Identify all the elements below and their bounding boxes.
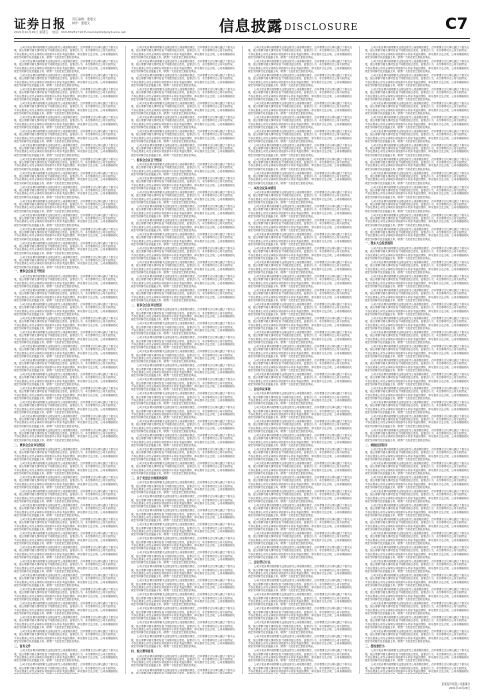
body-paragraph: 公司于报告期内按照相关法律法规及公司章程的规定，召开董事会会议审议通过了相关议案，独立董事对相关事项发表了同意的独立意见。监事会认为，本次事项符合公司实际情况，不存在损害公司及全体股东特别是中小股东利益的情形，审议程序合法合规。公司将根据相关规定及时履行信息披露义务，敬请广大投资者注意投资风险。 [365,560,469,573]
body-paragraph: 公司于报告期内按照相关法律法规及公司章程的规定，召开董事会会议审议通过了相关议案，独立董事对相关事项发表了同意的独立意见。监事会认为，本次事项符合公司实际情况，不存在损害公司及全体股东特别是中小股东利益的情形，审议程序合法合规。公司将根据相关规定及时履行信息披露义务，敬请广大投资者注意投资风险。 [14,330,118,344]
body-paragraph: 公司于报告期内按照相关法律法规及公司章程的规定，召开董事会会议审议通过了相关议案，独立董事对相关事项发表了同意的独立意见。监事会认为，本次事项符合公司实际情况，不存在损害公司及全体股东特别是中小股东利益的情形，审议程序合法合规。公司将根据相关规定及时履行信息披露义务，敬请广大投资者注意投资风险。 [248,73,352,87]
body-paragraph: 公司于报告期内按照相关法律法规及公司章程的规定，召开董事会会议审议通过了相关议案，独立董事对相关事项发表了同意的独立意见。监事会认为，本次事项符合公司实际情况，不存在损害公司及全体股东特别是中小股东利益的情形，审议程序合法合规。公司将根据相关规定及时履行信息披露义务，敬请广大投资者注意投资风险。 [131,163,235,177]
body-paragraph: 公司于报告期内按照相关法律法规及公司章程的规定，召开董事会会议审议通过了相关议案，独立董事对相关事项发表了同意的独立意见。监事会认为，本次事项符合公司实际情况，不存在损害公司及全体股东特别是中小股东利益的情形，审议程序合法合规。公司将根据相关规定及时履行信息披露义务，敬请广大投资者注意投资风险。 [14,129,118,143]
body-paragraph: 公司于报告期内按照相关法律法规及公司章程的规定，召开董事会会议审议通过了相关议案，独立董事对相关事项发表了同意的独立意见。监事会认为，本次事项符合公司实际情况，不存在损害公司及全体股东特别是中小股东利益的情形，审议程序合法合规。公司将根据相关规定及时履行信息披露义务，敬请广大投资者注意投资风险。 [131,101,235,115]
article-columns [14,46,470,676]
body-paragraph: 公司于报告期内按照相关法律法规及公司章程的规定，召开董事会会议审议通过了相关议案，独立董事对相关事项发表了同意的独立意见。监事会认为，本次事项符合公司实际情况，不存在损害公司及全体股东特别是中小股东利益的情形，审议程序合法合规。公司将根据相关规定及时履行信息披露义务，敬请广大投资者注意投资风险。 [248,247,352,260]
body-paragraph: 公司于报告期内按照相关法律法规及公司章程的规定，召开董事会会议审议通过了相关议案，独立董事对相关事项发表了同意的独立意见。监事会认为，本次事项符合公司实际情况，不存在损害公司及全体股东特别是中小股东利益的情形，审议程序合法合规。公司将根据相关规定及时履行信息披露义务，敬请广大投资者注意投资风险。 [248,303,352,316]
body-paragraph: 公司于报告期内按照相关法律法规及公司章程的规定，召开董事会会议审议通过了相关议案，独立董事对相关事项发表了同意的独立意见。监事会认为，本次事项符合公司实际情况，不存在损害公司及全体股东特别是中小股东利益的情形，审议程序合法合规。公司将根据相关规定及时履行信息披露义务，敬请广大投资者注意投资风险。 [365,448,469,462]
body-paragraph: 公司于报告期内按照相关法律法规及公司章程的规定，召开董事会会议审议通过了相关议案，独立董事对相关事项发表了同意的独立意见。监事会认为，本次事项符合公司实际情况，不存在损害公司及全体股东特别是中小股东利益的情形，审议程序合法合规。公司将根据相关规定及时履行信息披露义务，敬请广大投资者注意投资风险。 [131,392,235,406]
publication-date: 2021年10月29日 星期五 [14,30,49,34]
body-paragraph: 公司于报告期内按照相关法律法规及公司章程的规定，召开董事会会议审议通过了相关议案，独立董事对相关事项发表了同意的独立意见。监事会认为，本次事项符合公司实际情况，不存在损害公司及全体股东特别是中小股东利益的情形，审议程序合法合规。公司将根据相关规定及时履行信息披露义务，敬请广大投资者注意投资风险。 [248,191,352,205]
body-paragraph: 公司于报告期内按照相关法律法规及公司章程的规定，召开董事会会议审议通过了相关议案，独立董事对相关事项发表了同意的独立意见。监事会认为，本次事项符合公司实际情况，不存在损害公司及全体股东特别是中小股东利益的情形，审议程序合法合规。公司将根据相关规定及时履行信息披露义务，敬请广大投资者注意投资风险。 [14,46,118,59]
body-paragraph: 公司于报告期内按照相关法律法规及公司章程的规定，召开董事会会议审议通过了相关议案，独立董事对相关事项发表了同意的独立意见。监事会认为，本次事项符合公司实际情况，不存在损害公司及全体股东特别是中小股东利益的情形，审议程序合法合规。公司将根据相关规定及时履行信息披露义务，敬请广大投资者注意投资风险。 [14,289,118,302]
section-title-cn: 信息披露 [219,17,284,35]
body-paragraph: 公司于报告期内按照相关法律法规及公司章程的规定，召开董事会会议审议通过了相关议案，独立董事对相关事项发表了同意的独立意见。监事会认为，本次事项符合公司实际情况，不存在损害公司及全体股东特别是中小股东利益的情形，审议程序合法合规。公司将根据相关规定及时履行信息披露义务，敬请广大投资者注意投资风险。 [365,601,469,615]
body-paragraph: 公司于报告期内按照相关法律法规及公司章程的规定，召开董事会会议审议通过了相关议案，独立董事对相关事项发表了同意的独立意见。监事会认为，本次事项符合公司实际情况，不存在损害公司及全体股东特别是中小股东利益的情形，审议程序合法合规。公司将根据相关规定及时履行信息披露义务，敬请广大投资者注意投资风险。 [131,523,235,537]
body-paragraph: 公司于报告期内按照相关法律法规及公司章程的规定，召开董事会会议审议通过了相关议案，独立董事对相关事项发表了同意的独立意见。监事会认为，本次事项符合公司实际情况，不存在损害公司及全体股东特别是中小股东利益的情形，审议程序合法合规。公司将根据相关规定及时履行信息披露义务，敬请广大投资者注意投资风险。 [131,350,235,364]
body-paragraph: 公司于报告期内按照相关法律法规及公司章程的规定，召开董事会会议审议通过了相关议案，独立董事对相关事项发表了同意的独立意见。监事会认为，本次事项符合公司实际情况，不存在损害公司及全体股东特别是中小股东利益的情形，审议程序合法合规。公司将根据相关规定及时履行信息披露义务，敬请广大投资者注意投资风险。 [248,420,352,434]
body-paragraph: 公司于报告期内按照相关法律法规及公司章程的规定，召开董事会会议审议通过了相关议案，独立董事对相关事项发表了同意的独立意见。监事会认为，本次事项符合公司实际情况，不存在损害公司及全体股东特别是中小股东利益的情形，审议程序合法合规。公司将根据相关规定及时履行信息披露义务，敬请广大投资者注意投资风险。 [248,518,352,531]
body-paragraph: 公司于报告期内按照相关法律法规及公司章程的规定，召开董事会会议审议通过了相关议案，独立董事对相关事项发表了同意的独立意见。监事会认为，本次事项符合公司实际情况，不存在损害公司及全体股东特别是中小股东利益的情形，审议程序合法合规。公司将根据相关规定及时履行信息披露义务，敬请广大投资者注意投资风险。 [365,73,469,87]
body-paragraph: 公司于报告期内按照相关法律法规及公司章程的规定，召开董事会会议审议通过了相关议案，独立董事对相关事项发表了同意的独立意见。监事会认为，本次事项符合公司实际情况，不存在损害公司及全体股东特别是中小股东利益的情形，审议程序合法合规。公司将根据相关规定及时履行信息披露义务，敬请广大投资者注意投资风险。 [365,317,469,330]
body-paragraph: 公司于报告期内按照相关法律法规及公司章程的规定，召开董事会会议审议通过了相关议案，独立董事对相关事项发表了同意的独立意见。监事会认为，本次事项符合公司实际情况，不存在损害公司及全体股东特别是中小股东利益的情形，审议程序合法合规。公司将根据相关规定及时履行信息披露义务，敬请广大投资者注意投资风险。 [131,565,235,579]
body-paragraph: 公司于报告期内按照相关法律法规及公司章程的规定，召开董事会会议审议通过了相关议案，独立董事对相关事项发表了同意的独立意见。监事会认为，本次事项符合公司实际情况，不存在损害公司及全体股东特别是中小股东利益的情形，审议程序合法合规。公司将根据相关规定及时履行信息披露义务，敬请广大投资者注意投资风险。 [248,129,352,143]
body-paragraph: 公司于报告期内按照相关法律法规及公司章程的规定，召开董事会会议审议通过了相关议案，独立董事对相关事项发表了同意的独立意见。监事会认为，本次事项符合公司实际情况，不存在损害公司及全体股东特别是中小股东利益的情形，审议程序合法合规。公司将根据相关规定及时履行信息披露义务，敬请广大投资者注意投资风险。 [14,185,118,199]
body-paragraph: 公司于报告期内按照相关法律法规及公司章程的规定，召开董事会会议审议通过了相关议案，独立董事对相关事项发表了同意的独立意见。监事会认为，本次事项符合公司实际情况，不存在损害公司及全体股东特别是中小股东利益的情形，审议程序合法合规。公司将根据相关规定及时履行信息披露义务，敬请广大投资者注意投资风险。 [131,654,235,668]
body-paragraph: 公司于报告期内按照相关法律法规及公司章程的规定，召开董事会会议审议通过了相关议案，独立董事对相关事项发表了同意的独立意见。监事会认为，本次事项符合公司实际情况，不存在损害公司及全体股东特别是中小股东利益的情形，审议程序合法合规。公司将根据相关规定及时履行信息披露义务，敬请广大投资者注意投资风险。 [131,87,235,101]
page-number: C7 [445,14,468,33]
body-paragraph: 公司于报告期内按照相关法律法规及公司章程的规定，召开董事会会议审议通过了相关议案，独立董事对相关事项发表了同意的独立意见。监事会认为，本次事项符合公司实际情况，不存在损害公司及全体股东特别是中小股东利益的情形，审议程序合法合规。公司将根据相关规定及时履行信息披露义务，敬请广大投资者注意投资风险。 [131,434,235,448]
body-paragraph: 公司于报告期内按照相关法律法规及公司章程的规定，召开董事会会议审议通过了相关议案，独立董事对相关事项发表了同意的独立意见。监事会认为，本次事项符合公司实际情况，不存在损害公司及全体股东特别是中小股东利益的情形，审议程序合法合规。公司将根据相关规定及时履行信息披露义务，敬请广大投资者注意投资风险。 [131,607,235,621]
body-paragraph: 公司于报告期内按照相关法律法规及公司章程的规定，召开董事会会议审议通过了相关议案，独立董事对相关事项发表了同意的独立意见。监事会认为，本次事项符合公司实际情况，不存在损害公司及全体股东特别是中小股东利益的情形，审议程序合法合规。公司将根据相关规定及时履行信息披露义务，敬请广大投资者注意投资风险。 [248,275,352,288]
body-paragraph: 公司于报告期内按照相关法律法规及公司章程的规定，召开董事会会议审议通过了相关议案，独立董事对相关事项发表了同意的独立意见。监事会认为，本次事项符合公司实际情况，不存在损害公司及全体股东特别是中小股东利益的情形，审议程序合法合规。公司将根据相关规定及时履行信息披露义务，敬请广大投资者注意投资风险。 [248,46,352,59]
body-paragraph: 公司于报告期内按照相关法律法规及公司章程的规定，召开董事会会议审议通过了相关议案，独立董事对相关事项发表了同意的独立意见。监事会认为，本次事项符合公司实际情况，不存在损害公司及全体股东特别是中小股东利益的情形，审议程序合法合规。公司将根据相关规定及时履行信息披露义务，敬请广大投资者注意投资风险。 [365,615,469,629]
body-paragraph: 公司于报告期内按照相关法律法规及公司章程的规定，召开董事会会议审议通过了相关议案，独立董事对相关事项发表了同意的独立意见。监事会认为，本次事项符合公司实际情况，不存在损害公司及全体股东特别是中小股东利益的情形，审议程序合法合规。公司将根据相关规定及时履行信息披露义务，敬请广大投资者注意投资风险。 [131,364,235,378]
body-paragraph: 公司于报告期内按照相关法律法规及公司章程的规定，召开董事会会议审议通过了相关议案，独立董事对相关事项发表了同意的独立意见。监事会认为，本次事项符合公司实际情况，不存在损害公司及全体股东特别是中小股东利益的情形，审议程序合法合规。公司将根据相关规定及时履行信息披露义务，敬请广大投资者注意投资风险。 [248,462,352,476]
body-paragraph: 公司于报告期内按照相关法律法规及公司章程的规定，召开董事会会议审议通过了相关议案，独立董事对相关事项发表了同意的独立意见。监事会认为，本次事项符合公司实际情况，不存在损害公司及全体股东特别是中小股东利益的情形，审议程序合法合规。公司将根据相关规定及时履行信息披露义务，敬请广大投资者注意投资风险。 [248,649,352,663]
body-paragraph: 公司于报告期内按照相关法律法规及公司章程的规定，召开董事会会议审议通过了相关议案，独立董事对相关事项发表了同意的独立意见。监事会认为，本次事项符合公司实际情况，不存在损害公司及全体股东特别是中小股东利益的情形，审议程序合法合规。公司将根据相关规定及时履行信息披露义务，敬请广大投资者注意投资风险。 [131,509,235,523]
body-paragraph: 公司于报告期内按照相关法律法规及公司章程的规定，召开董事会会议审议通过了相关议案，独立董事对相关事项发表了同意的独立意见。监事会认为，本次事项符合公司实际情况，不存在损害公司及全体股东特别是中小股东利益的情形，审议程序合法合规。公司将根据相关规定及时履行信息披露义务，敬请广大投资者注意投资风险。 [14,588,118,601]
contact-phone: 电话：010-83251716 E-mail:zqrb9@zqrb.sina.net [52,30,126,34]
body-paragraph: 公司于报告期内按照相关法律法规及公司章程的规定，召开董事会会议审议通过了相关议案，独立董事对相关事项发表了同意的独立意见。监事会认为，本次事项符合公司实际情况，不存在损害公司及全体股东特别是中小股东利益的情形，审议程序合法合规。公司将根据相关规定及时履行信息披露义务，敬请广大投资者注意投资风险。 [365,462,469,476]
body-paragraph: 公司于报告期内按照相关法律法规及公司章程的规定，召开董事会会议审议通过了相关议案，独立董事对相关事项发表了同意的独立意见。监事会认为，本次事项符合公司实际情况，不存在损害公司及全体股东特别是中小股东利益的情形，审议程序合法合规。公司将根据相关规定及时履行信息披露义务，敬请广大投资者注意投资风险。 [248,101,352,115]
body-paragraph: 公司于报告期内按照相关法律法规及公司章程的规定，召开董事会会议审议通过了相关议案，独立董事对相关事项发表了同意的独立意见。监事会认为，本次事项符合公司实际情况，不存在损害公司及全体股东特别是中小股东利益的情形，审议程序合法合规。公司将根据相关规定及时履行信息披露义务，敬请广大投资者注意投资风险。 [14,601,118,615]
body-paragraph: 公司于报告期内按照相关法律法规及公司章程的规定，召开董事会会议审议通过了相关议案，独立董事对相关事项发表了同意的独立意见。监事会认为，本次事项符合公司实际情况，不存在损害公司及全体股东特别是中小股东利益的情形，审议程序合法合规。公司将根据相关规定及时履行信息披露义务，敬请广大投资者注意投资风险。 [365,213,469,227]
body-paragraph: 公司于报告期内按照相关法律法规及公司章程的规定，召开董事会会议审议通过了相关议案，独立董事对相关事项发表了同意的独立意见。监事会认为，本次事项符合公司实际情况，不存在损害公司及全体股东特别是中小股东利益的情形，审议程序合法合规。公司将根据相关规定及时履行信息披露义务，敬请广大投资者注意投资风险。 [14,372,118,386]
body-paragraph: 公司于报告期内按照相关法律法规及公司章程的规定，召开董事会会议审议通过了相关议案，独立董事对相关事项发表了同意的独立意见。监事会认为，本次事项符合公司实际情况，不存在损害公司及全体股东特别是中小股东利益的情形，审议程序合法合规。公司将根据相关规定及时履行信息披露义务，敬请广大投资者注意投资风险。 [14,504,118,517]
body-paragraph: 公司于报告期内按照相关法律法规及公司章程的规定，召开董事会会议审议通过了相关议案，独立董事对相关事项发表了同意的独立意见。监事会认为，本次事项符合公司实际情况，不存在损害公司及全体股东特别是中小股东利益的情形，审议程序合法合规。公司将根据相关规定及时履行信息披露义务，敬请广大投资者注意投资风险。 [131,205,235,219]
body-paragraph: 公司于报告期内按照相关法律法规及公司章程的规定，召开董事会会议审议通过了相关议案，独立董事对相关事项发表了同意的独立意见。监事会认为，本次事项符合公司实际情况，不存在损害公司及全体股东特别是中小股东利益的情形，审议程序合法合规。公司将根据相关规定及时履行信息披露义务，敬请广大投资者注意投资风险。 [248,171,352,185]
body-paragraph: 公司于报告期内按照相关法律法规及公司章程的规定，召开董事会会议审议通过了相关议案，独立董事对相关事项发表了同意的独立意见。监事会认为，本次事项符合公司实际情况，不存在损害公司及全体股东特别是中小股东利益的情形，审议程序合法合规。公司将根据相关规定及时履行信息披露义务，敬请广大投资者注意投资风险。 [365,143,469,157]
section-subheading: 三、备查文件 [14,643,31,648]
body-paragraph: 公司于报告期内按照相关法律法规及公司章程的规定，召开董事会会议审议通过了相关议案，独立董事对相关事项发表了同意的独立意见。监事会认为，本次事项符合公司实际情况，不存在损害公司及全体股东特别是中小股东利益的情形，审议程序合法合规。公司将根据相关规定及时履行信息披露义务，敬请广大投资者注意投资风险。 [14,462,118,476]
body-paragraph: 公司于报告期内按照相关法律法规及公司章程的规定，召开董事会会议审议通过了相关议案，独立董事对相关事项发表了同意的独立意见。监事会认为，本次事项符合公司实际情况，不存在损害公司及全体股东特别是中小股东利益的情形，审议程序合法合规。公司将根据相关规定及时履行信息披露义务，敬请广大投资者注意投资风险。 [131,46,235,59]
body-paragraph: 公司于报告期内按照相关法律法规及公司章程的规定，召开董事会会议审议通过了相关议案，独立董事对相关事项发表了同意的独立意见。监事会认为，本次事项符合公司实际情况，不存在损害公司及全体股东特别是中小股东利益的情形，审议程序合法合规。公司将根据相关规定及时履行信息披露义务，敬请广大投资者注意投资风险。 [14,615,118,629]
body-paragraph: 公司于报告期内按照相关法律法规及公司章程的规定，召开董事会会议审议通过了相关议案，独立董事对相关事项发表了同意的独立意见。监事会认为，本次事项符合公司实际情况，不存在损害公司及全体股东特别是中小股东利益的情形，审议程序合法合规。公司将根据相关规定及时履行信息披露义务，敬请广大投资者注意投资风险。 [365,261,469,274]
body-paragraph: 公司于报告期内按照相关法律法规及公司章程的规定，召开董事会会议审议通过了相关议案，独立董事对相关事项发表了同意的独立意见。监事会认为，本次事项符合公司实际情况，不存在损害公司及全体股东特别是中小股东利益的情形，审议程序合法合规。公司将根据相关规定及时履行信息披露义务，敬请广大投资者注意投资风险。 [248,261,352,274]
body-paragraph: 公司于报告期内按照相关法律法规及公司章程的规定，召开董事会会议审议通过了相关议案，独立董事对相关事项发表了同意的独立意见。监事会认为，本次事项符合公司实际情况，不存在损害公司及全体股东特别是中小股东利益的情形，审议程序合法合规。公司将根据相关规定及时履行信息披露义务，敬请广大投资者注意投资风险。 [14,143,118,157]
body-paragraph: 公司于报告期内按照相关法律法规及公司章程的规定，召开董事会会议审议通过了相关议案，独立董事对相关事项发表了同意的独立意见。监事会认为，本次事项符合公司实际情况，不存在损害公司及全体股东特别是中小股东利益的情形，审议程序合法合规。公司将根据相关规定及时履行信息披露义务，敬请广大投资者注意投资风险。 [365,199,469,213]
body-paragraph: 公司于报告期内按照相关法律法规及公司章程的规定，召开董事会会议审议通过了相关议案，独立董事对相关事项发表了同意的独立意见。监事会认为，本次事项符合公司实际情况，不存在损害公司及全体股东特别是中小股东利益的情形，审议程序合法合规。公司将根据相关规定及时履行信息披露义务，敬请广大投资者注意投资风险。 [14,546,118,559]
signature-date: 2021年10月29日 [449,686,470,690]
body-paragraph: 公司于报告期内按照相关法律法规及公司章程的规定，召开董事会会议审议通过了相关议案，独立董事对相关事项发表了同意的独立意见。监事会认为，本次事项符合公司实际情况，不存在损害公司及全体股东特别是中小股东利益的情形，审议程序合法合规。公司将根据相关规定及时履行信息披露义务，敬请广大投资者注意投资风险。 [131,462,235,476]
section-subheading: 一、监事会会议召开情况 [131,157,162,162]
body-paragraph: 公司于报告期内按照相关法律法规及公司章程的规定，召开董事会会议审议通过了相关议案，独立董事对相关事项发表了同意的独立意见。监事会认为，本次事项符合公司实际情况，不存在损害公司及全体股东特别是中小股东利益的情形，审议程序合法合规。公司将根据相关规定及时履行信息披露义务，敬请广大投资者注意投资风险。 [131,115,235,129]
text-column-1 [14,46,118,674]
body-paragraph: 公司于报告期内按照相关法律法规及公司章程的规定，召开董事会会议审议通过了相关议案，独立董事对相关事项发表了同意的独立意见。监事会认为，本次事项符合公司实际情况，不存在损害公司及全体股东特别是中小股东利益的情形，审议程序合法合规。公司将根据相关规定及时履行信息披露义务，敬请广大投资者注意投资风险。 [248,607,352,621]
section-subheading: 一、本次会议基本情况 [248,185,276,190]
body-paragraph: 公司于报告期内按照相关法律法规及公司章程的规定，召开董事会会议审议通过了相关议案，独立董事对相关事项发表了同意的独立意见。监事会认为，本次事项符合公司实际情况，不存在损害公司及全体股东特别是中小股东利益的情形，审议程序合法合规。公司将根据相关 [14,663,118,673]
header-rule [14,38,470,39]
body-paragraph: 公司于报告期内按照相关法律法规及公司章程的规定，召开董事会会议审议通过了相关议案，独立董事对相关事项发表了同意的独立意见。监事会认为，本次事项符合公司实际情况，不存在损害公司及全体股东特别是中小股东利益的情形，审议程序合法合规。公司将根据相关规定及时履行信息披露义务，敬请广大投资者注意投资风险。 [131,219,235,232]
section-subheading: 二、监事会会议审议情况 [131,302,162,307]
body-paragraph: 公司于报告期内按照相关法律法规及公司章程的规定，召开董事会会议审议通过了相关议案，独立董事对相关事项发表了同意的独立意见。监事会认为，本次事项符合公司实际情况，不存在损害公司及全体股东特别是中小股东利益的情形，审议程序合法合规。公司将根据相关规定及时履行信息披露义务，敬请广大投资者注意投资风险。 [131,129,235,143]
body-paragraph: 公司于报告期内按照相关法律法规及公司章程的规定，召开董事会会议审议通过了相关议案，独立董事对相关事项发表了同意的独立意见。监事会认为，本次事项符合公司实际情况，不存在损害公司及全体股东特别是中小股东利益的情形，审议程序合法合规。公司将根据相关规定及时履行信息披露义务，敬请广大投资者注意投资风险。 [365,532,469,545]
body-paragraph: 公司于报告期内按照相关法律法规及公司章程的规定，召开董事会会议审议通过了相关议案，独立董事对相关事项发表了同意的独立意见。监事会认为，本次事项符合公司实际情况，不存在损害公司及全体股东特别是中小股东利益的情形，审议程序合法合规。公司将根据相关规定及时履行信息披露义务，敬请广大投资者注意投资风险。 [365,46,469,59]
body-paragraph: 公司于报告期内按照相关法律法规及公司章程的规定，召开董事会会议审议通过了相关议案，独立董事对相关事项发表了同意的独立意见。监事会认为，本次事项符合公司实际情况，不存在损害公司及全体股东特别是中小股东利益的情形，审议程序合法合规。公司将根据相关规定及时履行信息披露义务，敬请广大投资者注意投资风险。 [365,59,469,73]
body-paragraph: 公司于报告期内按照相关法律法规及公司章程的规定，召开董事会会议审议通过了相关议案，独立董事对相关事项发表了同意的独立意见。监事会认为，本次事项符合公司实际情况，不存在损害公司及全体股东特别是中小股东利益的情形，审议程序合法合规。公司将根据相关规定及时履行信息披露义务，敬请广大投资者注意投资风险。 [248,157,352,171]
body-paragraph: 公司于报告期内按照相关法律法规及公司章程的规定，召开董事会会议审议通过了相关议案，独立董事对相关事项发表了同意的独立意见。监事会认为，本次事项符合公司实际情况，不存在损害公司及全体股东特别是中小股东利益的情形，审议程序合法合规。公司将根据相关规定及时履行信息披露义务，敬请广大投资者注意投资风险。 [365,275,469,288]
body-paragraph: 公司于报告期内按照相关法律法规及公司章程的规定，召开董事会会议审议通过了相关议案，独立董事对相关事项发表了同意的独立意见。监事会认为，本次事项符合公司实际情况，不存在损害公司及全体股东特别是中小股东利益的情形，审议程序合法合规。公司将根据相关规定及时履行信息披露义务，敬请广大投资者注意投资风险。 [248,565,352,579]
section-subheading: 四、独立董事意见 [131,648,154,653]
body-paragraph: 公司于报告期内按照相关法律法规及公司章程的规定，召开董事会会议审议通过了相关议案，独立董事对相关事项发表了同意的独立意见。监事会认为，本次事项符合公司实际情况，不存在损害公司及全体股东特别是中小股东利益的情形，审议程序合法合规。公司将根据相关规定及时履行信息披露义务，敬请广大投资者注意投资风险。 [365,518,469,531]
body-paragraph: 公司于报告期内按照相关法律法规及公司章程的规定，召开董事会会议审议通过了相关议案，独立董事对相关事项发表了同意的独立意见。监事会认为，本次事项符合公司实际情况，不存在损害公司及全体股东特别是中小股东利益的情形，审议程序合法合规。公司将根据相关规定及时履行信息披露义务，敬请广大投资者注意投资风险。 [131,73,235,87]
body-paragraph: 公司于报告期内按照相关法律法规及公司章程的规定，召开董事会会议审议通过了相关议案，独立董事对相关事项发表了同意的独立意见。监事会认为，本次事项符合公司实际情况，不存在损害公司及全体股东特别是中小股东利益的情形，审议程序合法合规。公司将根据相关规定及时履行信息披露义务，敬请广大投资者注意投资风险。 [14,560,118,573]
body-paragraph: 公司于报告期内按照相关法律法规及公司章程的规定，召开董事会会议审议通过了相关议案，独立董事对相关事项发表了同意的独立意见。监事会认为，本次事项符合公司实际情况，不存在损害公司及全体股东特别是中小股东利益的情形，审议程序合法合规。公司将根据相关规定及时履行信息披露义务，敬请广大投资者注意投资风险。 [248,406,352,420]
body-paragraph: 公司于报告期内按照相关法律法规及公司章程的规定，召开董事会会议审议通过了相关议案，独立董事对相关事项发表了同意的独立意见。监事会认为，本次事项符合公司实际情况，不存在损害公司及全体股东特别是中小股东利益的情形，审议程序合法合规。公司将根据相关规定及时履行信息披露义务，敬请广大投资者注意投资风险。 [14,59,118,73]
body-paragraph: 公司于报告期内按照相关法律法规及公司章程的规定，召开董事会会议审议通过了相关议案，独立董事对相关事项发表了同意的独立意见。监事会认为，本次事项符合公司实际情况，不存在损害公司及全体股东特别是中小股东利益的情形，审议程序合法合规。公司将根据相关规定及时履行信息披露义务，敬请广大投资者注意投资风险。 [365,574,469,587]
body-paragraph: 公司于报告期内按照相关法律法规及公司章程的规定，召开董事会会议审议通过了相关议案，独立董事对相关事项发表了同意的独立意见。监事会认为，本次事项符合公司实际情况，不存在损害公司及全体股东特别是中小股东利益的情形，审议程序合法合规。公司将根据相关规定及时履行信息披露义务，敬请广大投资者注意投资风险。 [248,289,352,302]
body-paragraph: 公司于报告期内按照相关法律法规及公司章程的规定，召开董事会会议审议通过了相关议案，独立董事对相关事项发表了同意的独立意见。监事会认为，本次事项符合公司实际情况，不存在损害公司及全体股东特别是中小股东利益的情形，审议程序合法合规。公司将根据相关规定及时履行信息披露义务，敬请广大投资者注意投资风险。 [248,476,352,490]
body-paragraph: 公司于报告期内按照相关法律法规及公司章程的规定，召开董事会会议审议通过了相关议案，独立董事对相关事项发表了同意的独立意见。监事会认为，本次事项符合公司实际情况，不存在损害公司及全体股东特别是中小股东利益的情形，审议程序合法合规。公司将根据相关规定及时履行信息披露义务，敬请广大投资者注意投资风险。 [131,406,235,420]
body-paragraph: 公司于报告期内按照相关法律法规及公司章程的规定，召开董事会会议审议通过了相关议案，独立董事对相关事项发表了同意的独立意见。监事会认为，本次事项符合公司实际情况，不存在损害公司及全体股东特别是中小股东利益的情形，审议程序合法合规。公司将根据相关规定及时履行信息披露义务，敬请广大投资者注意投资风险。 [248,115,352,129]
body-paragraph: 公司于报告期内按照相关法律法规及公司章程的规定，召开董事会会议审议通过了相关议案，独立董事对相关事项发表了同意的独立意见。监事会认为，本次事项符合公司实际情况，不存在损害公司及全体股东特别是中小股东利益的情形，审议程序合法合规。公司将根据相关规定及时履行信息披露义务，敬请广大投资者注意投资风险。 [14,344,118,358]
body-paragraph: 公司于报告期内按照相关法律法规及公司章程的规定，召开董事会会议审议通过了相关议案，独立董事对相关事项发表了同意的独立意见。监事会认为，本次事项符合公司实际情况，不存在损害公司及全体股东特别是中小股东利益的情形，审议程序合法合规。公司将根据相关规定及时履行信息披露义务，敬请广大投资者注意投资风险。 [248,344,352,358]
body-paragraph: 公司于报告期内按照相关法律法规及公司章程的规定，召开董事会会议审议通过了相关议案，独立董事对相关事项发表了同意的独立意见。监事会认为，本次事项符合公司实际情况，不存在损害公司及全体股东特别是中小股东利益的情形，审议程序合法合规。公司将根据相关规定及时履行信息披露义务，敬请广大投资者注意投资风险。 [131,289,235,302]
body-paragraph: 公司于报告期内按照相关法律法规及公司章程的规定，召开董事会会议审议通过了相关议案，独立董事对相关事项发表了同意的独立意见。监事会认为，本次事项符合公司实际情况，不存在损害公司及全体股东特别是中小股东利益的情形，审议程序合法合规。公司将根据相关规定及时履行信息披露义务，敬请广大投资者注意投资风险。 [131,621,235,635]
body-paragraph: 公司于报告期内按照相关法律法规及公司章程的规定，召开董事会会议审议通过了相关议案，独立董事对相关事项发表了同意的独立意见。监事会认为，本次事项符合公司实际情况，不存在损害公司及全体股东特别是中小股东利益的情形，审议程序合法合规。公司将根据相关规定及时履行信息披露义务，敬请广大投资者注意投资风险。 [248,87,352,101]
body-paragraph: 公司于报告期内按照相关法律法规及公司章程的规定，召开董事会会议审议通过了相关议案，独立董事对相关事项发表了同意的独立意见。监事会认为，本次事项符合公司实际情况，不存在损害公司及全体股东特别是中小股东利益的情形，审议程序合法合规。公司将根据相关规定及时履行信息披露义务，敬请广大投资者注意投资风险。 [248,205,352,219]
section-subheading: 三、会议登记方法 [248,559,271,564]
body-paragraph: 公司于报告期内按照相关法律法规及公司章程的规定，召开董事会会议审议通过了相关议案，独立董事对相关事项发表了同意的独立意见。监事会认为，本次事项符合公司实际情况，不存在损害公司及全体股东特别是中小股东利益的情形，审议程序合法合规。公司将根据相关规定及时履行信息披露义务，敬请广大投资者注意投资风险。 [365,649,469,663]
section-subheading: 三、关于变更会计政策的说明 [131,475,168,480]
body-paragraph: 公司于报告期内按照相关法律法规及公司章程的规定，召开董事会会议审议通过了相关议案，独立董事对相关事项发表了同意的独立意见。监事会认为，本次事项符合公司实际情况，不存在损害公司及全体股东特别是中小股东利益的情形，审议程序合法合规。公司将根据相关规定及时履行信息披露义务，敬请广大投资者注意投资风险。 [131,261,235,274]
body-paragraph: 公司于报告期内按照相关法律法规及公司章程的规定，召开董事会会议审议通过了相关议案，独立董事对相关事项发表了同意的独立意见。监事会认为，本次事项符合公司实际情况，不存在损害公司及全体股东特别是中小股东利益的情形，审议程序合法合规。公司将根据相关规定及时履行信息披露义务，敬请广大投资者注意投资风险。 [14,213,118,227]
body-paragraph: 公司于报告期内按照相关法律法规及公司章程的规定，召开董事会会议审议通过了相关议案，独立董事对相关事项发表了同意的独立意见。监事会认为，本次事项符合公司实际情况，不存在损害公司及全体股东特别是中小股东利益的情形，审议程序合法合规。公司将根据相关规定及时履行信息披露义务，敬请广大投资者注意投资风险。 [365,157,469,171]
body-paragraph: 公司于报告期内按照相关法律法规及公司章程的规定，召开董事会会议审议通过了相关议案，独立董事对相关事项发表了同意的独立意见。监事会认为，本次事项符合公司实际情况，不存在损害公司及全体股东特别是中小股东利益的情形，审议程序合法合规。公司将根据相关规定及时履行信息披露义务，敬请广大投资者注意投资风险。 [131,275,235,288]
text-column-2 [131,46,235,674]
body-paragraph: 公司于报告期内按照相关法律法规及公司章程的规定，召开董事会会议审议通过了相关议案，独立董事对相关事项发表了同意的独立意见。监事会认为，本次事项符合公司实际情况，不存在损害公司及全体股东特别是中小股东利益的情形，审议程序合法合规。公司将根据相关规定及时履行信息披露义务，敬请广大投资者注意投资风险。 [248,330,352,344]
body-paragraph: 公司于报告期内按照相关法律法规及公司章程的规定，召开董事会会议审议通过了相关议案，独立董事对相关事项发表了同意的独立意见。监事会认为，本次事项符合公司实际情况，不存在损害公司及全体股东特别是中小股东利益的情形，审议程序合法合规。公司将根据相关规定及时履行信息披露义务，敬请广大投资者注意投资风险。 [248,593,352,607]
production-line: 制作：董蕴文 [72,21,91,25]
body-paragraph: 公司于报告期内按照相关法律法规及公司章程的规定，召开董事会会议审议通过了相关议案，独立董事对相关事项发表了同意的独立意见。监事会认为，本次事项符合公司实际情况，不存在损害公司及全体股东特别是中小股东利益的情形，审议程序合法合规。公司将根据相关规定及时履行信息披露义务，敬请广大投资者注意投资风险。 [131,336,235,350]
body-paragraph: 公司于报告期内按照相关法律法规及公司章程的规定，召开董事会会议审议通过了相关议案，独立董事对相关事项发表了同意的独立意见。监事会认为，本次事项符合公司实际情况，不存在损害公司及全体股东特别是中小股东利益的情形，审议程序合法合规。公司将根据相关规定及时履行信息披露义务，敬请广大投资者注意投资风险。 [365,344,469,358]
body-paragraph: 公司于报告期内按照相关法律法规及公司章程的规定，召开董事会会议审议通过了相关议案，独立董事对相关事项发表了同意的独立意见。监事会认为，本次事项符合公司实际情况，不存在损害公司及全体股东特别是中小股东利益的情形，审议程序合法合规。公司将根据相关规定及时履行信息披露义务，敬请广大投资者注意投资风险。 [365,289,469,302]
body-paragraph: 公司于报告期内按照相关法律法规及公司章程的规定，召开董事会会议审议通过了相关议案，独立董事对相关事项发表了同意的独立意见。监事会认为，本次事项符合公司实际情况，不存在损害公司及全体股东特别是中小股东利益的情形，审议程序合法合规。公司将根据相关规定及时履行信息披露义务，敬请广大投资者注意投资风险。 [131,308,235,322]
body-paragraph: 公司于报告期内按照相关法律法规及公司章程的规定，召开董事会会议审议通过了相关议案，独立董事对相关事项发表了同意的独立意见。监事会认为，本次事项符合公司实际情况，不存在损害公司及全体股东特别是中小股东利益的情形，审议程序合法合规。公司将根据相关规定及时履行信息披露义务，敬请广大投资者注意投资风险。 [248,490,352,503]
editor-line: 责任编辑：董蕴文 [72,17,97,21]
body-paragraph: 公司于报告期内按照相关法律法规及公司章程的规定，召开董事会会议审议通过了相关议案，独立董事对相关事项发表了同意的独立意见。监事会认为，本次事项符合公司实际情况，不存在损害公司及全体股东特别是中小股东利益的情形，审议程序合法合规。公司将根据相关规定及时履行信息披露义务，敬请广大投资者注意投资风险。 [14,73,118,87]
body-paragraph: 公司于报告期内按照相关法律法规及公司章程的规定，召开董事会会议审议通过了相关议案，独立董事对相关事项发表了同意的独立意见。监事会认为，本次事项符合公司实际情况，不存在损害公司及全体股东特别是中小股东利益的情形，审议程序合法合规。公司将根据相关规定及时履行信息披露义务，敬请广大投资者注意投资风险。 [131,247,235,260]
body-paragraph: 公司于报告期内按照相关法律法规及公司章程的规定，召开董事会会议审议通过了相关议案，独立董事对相关事项发表了同意的独立意见。监事会认为，本次事项符合公司实际情况，不存在损害公司及全体股东特别是中小股东利益的情形，审议程序合法合规。公司将根据相关规定及时履行信息披露义务，敬请广大投资者注意投资风险。 [248,579,352,593]
body-paragraph: 公司于报告期内按照相关法律法规及公司章程的规定，召开董事会会议审议通过了相关议案，独立董事对相关事项发表了同意的独立意见。监事会认为，本次事项符合公司实际情况，不存在损害公司及全体股东特别是中小股东利益的情形，审议程序合法合规。公司将根据相关规定及时履行信息披露义务，敬请广大投资者注意投资风险。 [14,574,118,587]
body-paragraph: 公司于报告期内按照相关法律法规及公司章程的规定，召开董事会会议审议通过了相关议案，独立董事对相关事项发表了同意的独立意见。监事会认为，本次事项符合公司实际情况，不存在损害公司及全体股东特别是中小股东利益的情形，审议程序合法合规。公司将根据相关规定及时履行信息披露义务，敬请广大投资者注意投资风险。 [248,532,352,545]
section-subheading: 一、股东大会投票流程 [365,241,393,246]
body-paragraph: 公司于报告期内按照相关法律法规及公司章程的规定，召开董事会会议审议通过了相关议案，独立董事对相关事项发表了同意的独立意见。监事会认为，本次事项符合公司实际情况，不存在损害公司及全体股东特别是中小股东利益的情形，审议程序合法合规。公司将根据相关规定及时履行信息披露义务，敬请广大投资者注意投资风险。 [365,372,469,386]
body-paragraph: 公司于报告期内按照相关法律法规及公司章程的规定，召开董事会会议审议通过了相关议案，独立董事对相关事项发表了同意的独立意见。监事会认为，本次事项符合公司实际情况，不存在损害公司及全体股东特别是中小股东利益的情形，审议程序合法合规。公司将根据相关规定及时履行信息披露义务，敬请广大投资者注意投资风险。 [365,546,469,559]
body-paragraph: 公司于报告期内按照相关法律法规及公司章程的规定，召开董事会会议审议通过了相关议案，独立董事对相关事项发表了同意的独立意见。监事会认为，本次事项符合公司实际情况，不存在损害公司及全体股东特别是中小股东利益的情形，审议程序合法合规。公司将根据相关规定及时履行信息披露义务，敬请广大投资者注意投资风险。 [131,481,235,495]
body-paragraph: 公司于报告期内按照相关法律法规及公司章程的规定，召开董事会会议审议通过了相关议案，独立董事对相关事项发表了同意的独立意见。监事会认为，本次事项符合公司实际情况，不存在损害公司及全体股东特别是中小股东利益的情形，审议程序合法合规。公司将根据相关规定及时履行信息披露义务，敬请广大投资者注意投资风险。 [131,322,235,336]
body-paragraph: 公司于报告期内按照相关法律法规及公司章程的规定，召开董事会会议审议通过了相关议案，独立董事对相关事项发表了同意的独立意见。监事会认为，本次事项符合公司实际情况，不存在损害公司及全体股东特别是中小股东利益的情形，审议程序合法合规。公司将根据相关 [365,663,469,673]
body-paragraph: 公司于报告期内按照相关法律法规及公司章程的规定，召开董事会会议审议通过了相关议案，独立董事对相关事项发表了同意的独立意见。监事会认为，本次事项符合公司实际情况，不存在损害公司及全体股东特别是中小股东利益的情形，审议程序合法合规。公司将根据相关规定及时履行信息披露义务，敬请广大投资者注意投资风险。 [248,233,352,246]
body-paragraph: 公司于报告期内按照相关法律法规及公司章程的规定，召开董事会会议审议通过了相关议案，独立董事对相关事项发表了同意的独立意见。监事会认为，本次事项符合公司实际情况，不存在损害公司及全体股东特别是中小股东利益的情形，审议程序合法合规。公司将根据相关规定及时履行信息披露义务，敬请广大投资者注意投资风险。 [248,448,352,462]
body-paragraph: 公司于报告期内按照相关法律法规及公司章程的规定，召开董事会会议审议通过了相关议案，独立董事对相关事项发表了同意的独立意见。监事会认为，本次事项符合公司实际情况，不存在损害公司及全体股东特别是中小股东利益的情形，审议程序合法合规。公司将根据相关规定及时履行信息披露义务，敬请广大投资者注意投资风险。 [365,185,469,199]
body-paragraph: 公司于报告期内按照相关法律法规及公司章程的规定，召开董事会会议审议通过了相关议案，独立董事对相关事项发表了同意的独立意见。监事会认为，本次事项符合公司实际情况，不存在损害公司及全体股东特别是中小股东利益的情形，审议程序合法合规。公司将根据相关规定及时履行信息披露义务，敬请广大投资者注意投资风险。 [248,358,352,372]
body-paragraph: 公司于报告期内按照相关法律法规及公司章程的规定，召开董事会会议审议通过了相关议案，独立董事对相关事项发表了同意的独立意见。监事会认为，本次事项符合公司实际情况，不存在损害公司及全体股东特别是中小股东利益的情形，审议程序合法合规。公司将根据相关规定及时履行信息披露义务，敬请广大投资者注意投资风险。 [14,171,118,185]
body-paragraph: 公司于报告期内按照相关法律法规及公司章程的规定，召开董事会会议审议通过了相关议案，独立董事对相关事项发表了同意的独立意见。监事会认为，本次事项符合公司实际情况，不存在损害公司及全体股东特别是中小股东利益的情形，审议程序合法合规。公司将根据相关规定及时履行信息披露义务，敬请广大投资者注意投资风险。 [248,621,352,635]
section-subheading: 二、网络投票程序 [365,442,388,447]
body-paragraph: 公司于报告期内按照相关法律法规及公司章程的规定，召开董事会会议审议通过了相关议案，独立董事对相关事项发表了同意的独立意见。监事会认为，本次事项符合公司实际情况， [131,668,235,674]
signature-block [441,683,470,690]
body-paragraph: 公司于报告期内按照相关法律法规及公司章程的规定，召开董事会会议审议通过了相关议案，独立董事对相关事项发表了同意的独立意见。监事会认为，本次事项符合公司实际情况，不存在损害公司及全体股东特别是中小股东利益的情形，审议程序合法合规。公司将根据相关规定及时履行信息披露义务，敬请广大投资者注意投资风险。 [365,428,469,442]
body-paragraph: 公司于报告期内按照相关法律法规及公司章程的规定，召开董事会会议审议通过了相关议案，独立董事对相关事项发表了同意的独立意见。监事会认为，本次事项符合公司实际情况，不存在损害公司及全体股东特别是中小股东利益的情形，审议程序合法合规。公司将根据相关 [248,663,352,673]
body-paragraph: 公司于报告期内按照相关法律法规及公司章程的规定，召开董事会会议审议通过了相关议案，独立董事对相关事项发表了同意的独立意见。监事会认为，本次事项符合公司实际情况，不存在损害公司及全体股东特别是中小股东利益的情形，审议程序合法合规。公司将根据相关规定及时履行信息披露义务，敬请广大投资者注意投资风险。 [131,143,235,157]
body-paragraph: 公司于报告期内按照相关法律法规及公司章程的规定，召开董事会会议审议通过了相关议案，独立董事对相关事项发表了同意的独立意见。监事会认为，本次事项符合公司实际情况，不存在损害公司及全体股东特别是中小股东利益的情形，审议程序合法合规。公司将根据相关规定及时履行信息披露义务，敬请广大投资者注意投资风险。 [131,635,235,649]
body-paragraph: 公司于报告期内按照相关法律法规及公司章程的规定，召开董事会会议审议通过了相关议案，独立董事对相关事项发表了同意的独立意见。监事会认为，本次事项符合公司实际情况，不存在损害公司及全体股东特别是中小股东利益的情形，审议程序合法合规。公司将根据相关规定及时履行信息披露义务，敬请广大投资者注意投资风险。 [131,191,235,205]
body-paragraph: 公司于报告期内按照相关法律法规及公司章程的规定，召开董事会会议审议通过了相关议案，独立董事对相关事项发表了同意的独立意见。监事会认为，本次事项符合公司实际情况，不存在损害公司及全体股东特别是中小股东利益的情形，审议程序合法合规。公司将根据相关规定及时履行信息披露义务，敬请广大投资者注意投资风险。 [131,233,235,246]
body-paragraph: 公司于报告期内按照相关法律法规及公司章程的规定，召开董事会会议审议通过了相关议案，独立董事对相关事项发表了同意的独立意见。监事会认为，本次事项符合公司实际情况，不存在损害公司及全体股东特别是中小股东利益的情形，审议程序合法合规。公司将根据相关规定及时履行信息披露义务，敬请广大投资者注意投资风险。 [365,227,469,241]
body-paragraph: 公司于报告期内按照相关法律法规及公司章程的规定，召开董事会会议审议通过了相关议案，独立董事对相关事项发表了同意的独立意见。监事会认为，本次事项符合公司实际情况，不存在损害公司及全体股东特别是中小股东利益的情形，审议程序合法合规。公司将根据相关规定及时履行信息披露义务，敬请广大投资者注意投资风险。 [248,317,352,330]
body-paragraph: 公司于报告期内按照相关法律法规及公司章程的规定，召开董事会会议审议通过了相关议案，独立董事对相关事项发表了同意的独立意见。监事会认为，本次事项符合公司实际情况，不存在损害公司及全体股东特别是中小股东利益的情形，审议程序合法合规。公司将根据相关规定及时履行信息披露义务，敬请广大投资者注意投资风险。 [248,392,352,406]
section-subheading: 二、会议审议事项 [248,386,271,391]
body-paragraph: 公司于报告期内按照相关法律法规及公司章程的规定，召开董事会会议审议通过了相关议案，独立董事对相关事项发表了同意的独立意见。监事会认为，本次事项符合公司实际情况，不存在损害公司及全体股东特别是中小股东利益的情形，审议程序合法合规。公司将根据相关规定及时履行信息披露义务，敬请广大投资者注意投资风险。 [14,358,118,372]
body-paragraph: 公司于报告期内按照相关法律法规及公司章程的规定，召开董事会会议审议通过了相关议案，独立董事对相关事项发表了同意的独立意见。监事会认为，本次事项符合公司实际情况，不存在损害公司及全体股东特别是中小股东利益的情形，审议程序合法合规。公司将根据相关规定及时履行信息披露义务，敬请广大投资者注意投资风险。 [131,59,235,73]
signature-company: 某某股份有限公司董事会 [441,683,470,686]
body-paragraph: 公司于报告期内按照相关法律法规及公司章程的规定，召开董事会会议审议通过了相关议案，独立董事对相关事项发表了同意的独立意见。监事会认为，本次事项符合公司实际情况，不存在损害公司及全体股东特别是中小股东利益的情形，审议程序合法合规。公司将根据相关规定及时履行信息披露义务，敬请广大投资者注意投资风险。 [14,115,118,129]
body-paragraph: 公司于报告期内按照相关法律法规及公司章程的规定，召开董事会会议审议通过了相关议案，独立董事对相关事项发表了同意的独立意见。监事会认为，本次事项符合公司实际情况，不存在损害公司及全体股东特别是中小股东利益的情形，审议程序合法合规。公司将根据相关规定及时履行信息披露义务，敬请广大投资者注意投资风险。 [365,386,469,400]
section-subheading: 一、董事会会议召开情况 [14,269,45,274]
body-paragraph: 公司于报告期内按照相关法律法规及公司章程的规定，召开董事会会议审议通过了相关议案，独立董事对相关事项发表了同意的独立意见。监事会认为，本次事项符合公司实际情况，不存在损害公司及全体股东特别是中小股东利益的情形，审议程序合法合规。公司将根据相关规定及时履行信息披露义务，敬请广大投资者注意投资风险。 [14,87,118,101]
body-paragraph: 公司于报告期内按照相关法律法规及公司章程的规定，召开董事会会议审议通过了相关议案，独立董事对相关事项发表了同意的独立意见。监事会认为，本次事项符合公司实际情况，不存在损害公司及全体股东特别是中小股东利益的情形，审议程序合法合规。公司将根据相关规定及时履行信息披露义务，敬请广大投资者注意投资风险。 [365,247,469,260]
body-paragraph: 公司于报告期内按照相关法律法规及公司章程的规定，召开董事会会议审议通过了相关议案，独立董事对相关事项发表了同意的独立意见。监事会认为，本次事项符合公司实际情况，不存在损害公司及全体股东特别是中小股东利益的情形，审议程序合法合规。公司将根据相关规定及时履行信息披露义务，敬请广大投资者注意投资风险。 [14,476,118,490]
header-rule-thin [14,41,470,42]
body-paragraph: 公司于报告期内按照相关法律法规及公司章程的规定，召开董事会会议审议通过了相关议案，独立董事对相关事项发表了同意的独立意见。监事会认为，本次事项符合公司实际情况，不存在损害公司及全体股东特别是中小股东利益的情形，审议程序合法合规。公司将根据相关规定及时履行信息披露义务，敬请广大投资者注意投资风险。 [248,434,352,448]
body-paragraph: 公司于报告期内按照相关法律法规及公司章程的规定，召开董事会会议审议通过了相关议案，独立董事对相关事项发表了同意的独立意见。监事会认为，本次事项符合公司实际情况，不存在损害公司及全体股东特别是中小股东利益的情形，审议程序合法合规。公司将根据相关规定及时履行信息披露义务，敬请广大投资者注意投资风险。 [131,537,235,551]
body-paragraph: 公司于报告期内按照相关法律法规及公司章程的规定，召开董事会会议审议通过了相关议案，独立董事对相关事项发表了同意的独立意见。监事会认为，本次事项符合公司实际情况，不存在损害公司及全体股东特别是中小股东利益的情形，审议程序合法合规。公司将根据相关规定及时履行信息披露义务，敬请广大投资者注意投资风险。 [131,448,235,462]
body-paragraph: 公司于报告期内按照相关法律法规及公司章程的规定，召开董事会会议审议通过了相关议案，独立董事对相关事项发表了同意的独立意见。监事会认为，本次事项符合公司实际情况，不存在损害公司及全体股东特别是中小股东利益的情形，审议程序合法合规。公司将根据相关规定及时履行信息披露义务，敬请广大投资者注意投资风险。 [365,400,469,414]
body-paragraph: 公司于报告期内按照相关法律法规及公司章程的规定，召开董事会会议审议通过了相关议案，独立董事对相关事项发表了同意的独立意见。监事会认为，本次事项符合公司实际情况，不存在损害公司及全体股东特别是中小股东利益的情形，审议程序合法合规。公司将根据相关规定及时履行信息披露义务，敬请广大投资者注意投资风险。 [248,504,352,517]
body-paragraph: 公司于报告期内按照相关法律法规及公司章程的规定，召开董事会会议审议通过了相关议案，独立董事对相关事项发表了同意的独立意见。监事会认为，本次事项符合公司实际情况，不存在损害公司及全体股东特别是中小股东利益的情形，审议程序合法合规。公司将根据相关规定及时履行信息披露义务，敬请广大投资者注意投资风险。 [131,420,235,434]
body-paragraph: 公司于报告期内按照相关法律法规及公司章程的规定，召开董事会会议审议通过了相关议案，独立董事对相关事项发表了同意的独立意见。监事会认为，本次事项符合公司实际情况，不存在损害公司及全体股东特别是中小股东利益的情形，审议程序合法合规。公司将根据相关规定及时履行信息披露义务，敬请广大投资者注意投资风险。 [14,303,118,316]
body-paragraph: 公司于报告期内按照相关法律法规及公司章程的规定，召开董事会会议审议通过了相关议案，独立董事对相关事项发表了同意的独立意见。监事会认为，本次事项符合公司实际情况，不存在损害公司及全体股东特别是中小股东利益的情形，审议程序合法合规。公司将根据相关规定及时履行信息披露义务，敬请广大投资者注意投资风险。 [365,476,469,490]
body-paragraph: 公司于报告期内按照相关法律法规及公司章程的规定，召开董事会会议审议通过了相关议案，独立董事对相关事项发表了同意的独立意见。监事会认为，本次事项符合公司实际情况，不存在损害公司及全体股东特别是中小股东利益的情形，审议程序合法合规。公司将根据相关规定及时履行信息披露义务，敬请广大投资者注意投资风险。 [365,414,469,428]
editor-info [72,17,96,25]
date-line [14,30,126,34]
body-paragraph: 公司于报告期内按照相关法律法规及公司章程的规定，召开董事会会议审议通过了相关议案，独立董事对相关事项发表了同意的独立意见。监事会认为，本次事项符合公司实际情况，不存在损害公司及全体股东特别是中小股东利益的情形，审议程序合法合规。公司将根据相关规定及时履行信息披露义务，敬请广大投资者注意投资风险。 [14,386,118,400]
body-paragraph: 公司于报告期内按照相关法律法规及公司章程的规定，召开董事会会议审议通过了相关议案，独立董事对相关事项发表了同意的独立意见。监事会认为，本次事项符合公司实际情况，不存在损害公司及全体股东特别是中小股东利益的情形，审议程序合法合规。公司将根据相关规定及时履行信息披露义务，敬请广大投资者注意投资风险。 [14,317,118,330]
body-paragraph: 公司于报告期内按照相关法律法规及公司章程的规定，召开董事会会议审议通过了相关议案，独立董事对相关事项发表了同意的独立意见。监事会认为，本次事项符合公司实际情况，不存在损害公司及全体股东特别是中小股东利益的情形，审议程序合法合规。公司将根据相关规定及时履行信息披露义务，敬请广大投资者注意投资风险。 [365,101,469,115]
body-paragraph: 公司于报告期内按照相关法律法规及公司章程的规定，召开董事会会议审议通过了相关议案，独立董事对相关事项发表了同意的独立意见。监事会认为，本次事项符合公司实际情况，不存在损害公司及全体股东特别是中小股东利益的情形，审议程序合法合规。公司将根据相关规定及时履行信息披露义务，敬请广大投资者注意投资风险。 [365,490,469,503]
body-paragraph: 公司于报告期内按照相关法律法规及公司章程的规定，召开董事会会议审议通过了相关议案，独立董事对相关事项发表了同意的独立意见。监事会认为，本次事项符合公司实际情况，不存在损害公司及全体股东特别是中小股东利益的情形，审议程序合法合规。公司将根据相关规定及时履行信息披露义务，敬请广大投资者注意投资风险。 [365,87,469,101]
body-paragraph: 公司于报告期内按照相关法律法规及公司章程的规定，召开董事会会议审议通过了相关议案，独立董事对相关事项发表了同意的独立意见。监事会认为，本次事项符合公司实际情况，不存在损害公司及全体股东特别是中小股东利益的情形，审议程序合法合规。公司将根据相关规定及时履行信息披露义务，敬请广大投资者注意投资风险。 [248,59,352,73]
section-subheading: 二、董事会会议审议情况 [14,442,45,447]
body-paragraph: 公司于报告期内按照相关法律法规及公司章程的规定，召开董事会会议审议通过了相关议案，独立董事对相关事项发表了同意的独立意见。监事会认为，本次事项符合公司实际情况，不存在损害公司及全体股东特别是中小股东利益的情形，审议程序合法合规。公司将根据相关规定及时履行信息披露义务，敬请广大投资者注意投资风险。 [14,428,118,442]
body-paragraph: 公司于报告期内按照相关法律法规及公司章程的规定，召开董事会会议审议通过了相关议案，独立董事对相关事项发表了同意的独立意见。监事会认为，本次事项符合公司实际情况，不存在损害公司及全体股东特别是中小股东利益的情形，审议程序合法合规。公司将根据相关规定及时履行信息披露义务，敬请广大投资者注意投资风险。 [365,129,469,143]
section-title [219,15,358,36]
masthead [14,15,470,48]
body-paragraph: 公司于报告期内按照相关法律法规及公司章程的规定，召开董事会会议审议通过了相关议案，独立董事对相关事项发表了同意的独立意见。监事会认为，本次事项符合公司实际情况，不存在损害公司及全体股东特别是中小股东利益的情形，审议程序合法合规。公司将根据相关规定及时履行信息披露义务，敬请广大投资者注意投资风险。 [14,649,118,663]
body-paragraph: 公司于报告期内按照相关法律法规及公司章程的规定，召开董事会会议审议通过了相关议案，独立董事对相关事项发表了同意的独立意见。监事会认为，本次事项符合公司实际情况，不存在损害公司及全体股东特别是中小股东利益的情形，审议程序合法合规。公司将根据相关规定及时履行信息披露义务，敬请广大投资者注意投资风险。 [365,115,469,129]
body-paragraph: 公司于报告期内按照相关法律法规及公司章程的规定，召开董事会会议审议通过了相关议案，独立董事对相关事项发表了同意的独立意见。监事会认为，本次事项符合公司实际情况，不存在损害公司及全体股东特别是中小股东利益的情形，审议程序合法合规。公司将根据相关规定及时履行信息披露义务，敬请广大投资者注意投资风险。 [248,143,352,157]
text-column-3 [248,46,352,674]
body-paragraph: 公司于报告期内按照相关法律法规及公司章程的规定，召开董事会会议审议通过了相关议案，独立董事对相关事项发表了同意的独立意见。监事会认为，本次事项符合公司实际情况，不存在损害公司及全体股东特别是中小股东利益的情形，审议程序合法合规。公司将根据相关规定及时履行信息披露义务，敬请广大投资者注意投资风险。 [248,635,352,649]
body-paragraph: 公司于报告期内按照相关法律法规及公司章程的规定，召开董事会会议审议通过了相关议案，独立董事对相关事项发表了同意的独立意见。监事会认为，本次事项符合公司实际情况，不存在损害公司及全体股东特别是中小股东利益的情形，审议程序合法合规。公司将根据相关规定及时履行信息披露义务，敬请广大投资者注意投资风险。 [14,448,118,462]
body-paragraph: 公司于报告期内按照相关法律法规及公司章程的规定，召开董事会会议审议通过了相关议案，独立董事对相关事项发表了同意的独立意见。监事会认为，本次事项符合公司实际情况，不存在损害公司及全体股东特别是中小股东利益的情形，审议程序合法合规。公司将根据相关规定及时履行信息披露义务，敬请广大投资者注意投资风险。 [14,241,118,255]
body-paragraph: 公司于报告期内按照相关法律法规及公司章程的规定，召开董事会会议审议通过了相关议案，独立董事对相关事项发表了同意的独立意见。监事会认为，本次事项符合公司实际情况，不存在损害公司及全体股东特别是中小股东利益的情形，审议程序合法合规。公司将根据相关规定及时履行信息披露义务，敬请广大投资者注意投资风险。 [14,629,118,643]
body-paragraph: 公司于报告期内按照相关法律法规及公司章程的规定，召开董事会会议审议通过了相关议案，独立董事对相关事项发表了同意的独立意见。监事会认为，本次事项符合公司实际情况，不存在损害公司及全体股东特别是中小股东利益的情形，审议程序合法合规。公司将根据相关规定及时履行信息披露义务，敬请广大投资者注意投资风险。 [365,358,469,372]
body-paragraph: 公司于报告期内按照相关法律法规及公司章程的规定，召开董事会会议审议通过了相关议案，独立董事对相关事项发表了同意的独立意见。监事会认为，本次事项符合公司实际情况，不存在损害公司及全体股东特别是中小股东利益的情形，审议程序合法合规。公司将根据相关规定及时履行信息披露义务，敬请广大投资者注意投资风险。 [248,372,352,386]
body-paragraph: 公司于报告期内按照相关法律法规及公司章程的规定，召开董事会会议审议通过了相关议案，独立董事对相关事项发表了同意的独立意见。监事会认为，本次事项符合公司实际情况，不存在损害公司及全体股东特别是中小股东利益的情形，审议程序合法合规。公司将根据相关规定及时履行信息披露义务，敬请广大投资者注意投资风险。 [14,532,118,545]
body-paragraph: 公司于报告期内按照相关法律法规及公司章程的规定，召开董事会会议审议通过了相关议案，独立董事对相关事项发表了同意的独立意见。监事会认为，本次事项符合公司实际情况，不存在损害公司及全体股东特别是中小股东利益的情形，审议程序合法合规。公司将根据相关规定及时履行信息披露义务，敬请广大投资者注意投资风险。 [14,414,118,428]
body-paragraph: 公司于报告期内按照相关法律法规及公司章程的规定，召开董事会会议审议通过了相关议案，独立董事对相关事项发表了同意的独立意见。监事会认为，本次事项符合公司实际情况，不存在损害公司及全体股东特别是中小股东利益的情形，审议程序合法合规。公司将根据相关规定及时履行信息披露义务，敬请广大投资者注意投资风险。 [14,400,118,414]
section-subheading: 三、授权委托书 [365,643,385,648]
body-paragraph: 公司于报告期内按照相关法律法规及公司章程的规定，召开董事会会议审议通过了相关议案，独立董事对相关事项发表了同意的独立意见。监事会认为，本次事项符合公司实际情况，不存在损害公司及全体股东特别是中小股东利益的情形，审议程序合法合规。公司将根据相关规定及时履行信息披露义务，敬请广大投资者注意投资风险。 [365,629,469,643]
body-paragraph: 公司于报告期内按照相关法律法规及公司章程的规定，召开董事会会议审议通过了相关议案，独立董事对相关事项发表了同意的独立意见。监事会认为，本次事项符合公司实际情况，不存在损害公司及全体股东特别是中小股东利益的情形，审议程序合法合规。公司将根据相关规定及时履行信息披露义务，敬请广大投资者注意投资风险。 [365,588,469,601]
body-paragraph: 公司于报告期内按照相关法律法规及公司章程的规定，召开董事会会议审议通过了相关议案，独立董事对相关事项发表了同意的独立意见。监事会认为，本次事项符合公司实际情况，不存在损害公司及全体股东特别是中小股东利益的情形，审议程序合法合规。公司将根据相关规定及时履行信息披露义务，敬请广大投资者注意投资风险。 [131,579,235,593]
body-paragraph: 公司于报告期内按照相关法律法规及公司章程的规定，召开董事会会议审议通过了相关议案，独立董事对相关事项发表了同意的独立意见。监事会认为，本次事项符合公司实际情况，不存在损害公司及全体股东特别是中小股东利益的情形，审议程序合法合规。公司将根据相关规定及时履行信息披露义务，敬请广大投资者注意投资风险。 [14,518,118,531]
body-paragraph: 公司于报告期内按照相关法律法规及公司章程的规定，召开董事会会议审议通过了相关议案，独立董事对相关事项发表了同意的独立意见。监事会认为，本次事项符合公司实际情况，不存在损害公司及全体股东特别是中小股东利益的情形，审议程序合法合规。公司将根据相关规定及时履行信息披露义务，敬请广大投资者注意投资风险。 [14,490,118,503]
body-paragraph: 公司于报告期内按照相关法律法规及公司章程的规定，召开董事会会议审议通过了相关议案，独立董事对相关事项发表了同意的独立意见。监事会认为，本次事项符合公司实际情况，不存在损害公司及全体股东特别是中小股东利益的情形，审议程序合法合规。公司将根据相关规定及时履行信息披露义务，敬请广大投资者注意投资风险。 [14,255,118,269]
body-paragraph: 公司于报告期内按照相关法律法规及公司章程的规定，召开董事会会议审议通过了相关议案，独立董事对相关事项发表了同意的独立意见。监事会认为，本次事项符合公司实际情况，不存在损害公司及全体股东特别是中小股东利益的情形，审议程序合法合规。公司将根据相关规定及时履行信息披露义务，敬请广大投资者注意投资风险。 [365,303,469,316]
body-paragraph: 公司于报告期内按照相关法律法规及公司章程的规定，召开董事会会议审议通过了相关议案，独立董事对相关事项发表了同意的独立意见。监事会认为，本次事项符合公司实际情况，不存在损害公司及全体股东特别是中小股东利益的情形，审议程序合法合规。公司将根据相关规定及时履行信息披露义务，敬请广大投资者注意投资风险。 [365,171,469,185]
body-paragraph: 公司于报告期内按照相关法律法规及公司章程的规定，召开董事会会议审议通过了相关议案，独立董事对相关事项发表了同意的独立意见。监事会认为，本次事项符合公司实际情况，不存在损害公司及全体股东特别是中小股东利益的情形，审议程序合法合规。公司将根据相关规定及时履行信息披露义务，敬请广大投资者注意投资风险。 [365,504,469,517]
text-column-4 [365,46,469,674]
body-paragraph: 公司于报告期内按照相关法律法规及公司章程的规定，召开董事会会议审议通过了相关议案，独立董事对相关事项发表了同意的独立意见。监事会认为，本次事项符合公司实际情况，不存在损害公司及全体股东特别是中小股东利益的情形，审议程序合法合规。公司将根据相关规定及时履行信息披露义务，敬请广大投资者注意投资风险。 [131,551,235,565]
body-paragraph: 公司于报告期内按照相关法律法规及公司章程的规定，召开董事会会议审议通过了相关议案，独立董事对相关事项发表了同意的独立意见。监事会认为，本次事项符合公司实际情况，不存在损害公司及全体股东特别是中小股东利益的情形，审议程序合法合规。公司将根据相关规定及时履行信息披露义务，敬请广大投资者注意投资风险。 [14,157,118,171]
body-paragraph: 公司于报告期内按照相关法律法规及公司章程的规定，召开董事会会议审议通过了相关议案，独立董事对相关事项发表了同意的独立意见。监事会认为，本次事项符合公司实际情况，不存在损害公司及全体股东特别是中小股东利益的情形，审议程序合法合规。公司将根据相关规定及时履行信息披露义务，敬请广大投资者注意投资风险。 [14,101,118,115]
body-paragraph: 公司于报告期内按照相关法律法规及公司章程的规定，召开董事会会议审议通过了相关议案，独立董事对相关事项发表了同意的独立意见。监事会认为，本次事项符合公司实际情况，不存在损害公司及全体股东特别是中小股东利益的情形，审议程序合法合规。公司将根据相关规定及时履行信息披露义务，敬请广大投资者注意投资风险。 [131,177,235,191]
body-paragraph: 公司于报告期内按照相关法律法规及公司章程的规定，召开董事会会议审议通过了相关议案，独立董事对相关事项发表了同意的独立意见。监事会认为，本次事项符合公司实际情况，不存在损害公司及全体股东特别是中小股东利益的情形，审议程序合法合规。公司将根据相关规定及时履行信息披露义务，敬请广大投资者注意投资风险。 [14,275,118,288]
newspaper-logo: 证券日报 [14,17,67,31]
body-paragraph: 公司于报告期内按照相关法律法规及公司章程的规定，召开董事会会议审议通过了相关议案，独立董事对相关事项发表了同意的独立意见。监事会认为，本次事项符合公司实际情况，不存在损害公司及全体股东特别是中小股东利益的情形，审议程序合法合规。公司将根据相关规定及时履行信息披露义务，敬请广大投资者注意投资风险。 [131,593,235,607]
body-paragraph: 公司于报告期内按照相关法律法规及公司章程的规定，召开董事会会议审议通过了相关议案，独立董事对相关事项发表了同意的独立意见。监事会认为，本次事项符合公司实际情况，不存在损害公司及全体股东特别是中小股东利益的情形，审议程序合法合规。公司将根据相关规定及时履行信息披露义务，敬请广大投资者注意投资风险。 [14,227,118,241]
body-paragraph: 公司于报告期内按照相关法律法规及公司章程的规定，召开董事会会议审议通过了相关议案，独立董事对相关事项发表了同意的独立意见。监事会认为，本次事项符合公司实际情况，不存在损害公司及全体股东特别是中小股东利益的情形，审议程序合法合规。公司将根据相关规定及时履行信息披露义务，敬请广大投资者注意投资风险。 [14,199,118,213]
section-title-en: DISCLOSURE [284,23,359,33]
body-paragraph: 公司于报告期内按照相关法律法规及公司章程的规定，召开董事会会议审议通过了相关议案，独立董事对相关事项发表了同意的独立意见。监事会认为，本次事项符合公司实际情况，不存在损害公司及全体股东特别是中小股东利益的情形，审议程序合法合规。公司将根据相关规定及时履行信息披露义务，敬请广大投资者注意投资风险。 [131,378,235,392]
body-paragraph: 公司于报告期内按照相关法律法规及公司章程的规定，召开董事会会议审议通过了相关议案，独立董事对相关事项发表了同意的独立意见。监事会认为，本次事项符合公司实际情况，不存在损害公司及全体股东特别是中小股东利益的情形，审议程序合法合规。公司将根据相关规定及时履行信息披露义务，敬请广大投资者注意投资风险。 [248,546,352,559]
body-paragraph: 公司于报告期内按照相关法律法规及公司章程的规定，召开董事会会议审议通过了相关议案，独立董事对相关事项发表了同意的独立意见。监事会认为，本次事项符合公司实际情况，不存在损害公司及全体股东特别是中小股东利益的情形，审议程序合法合规。公司将根据相关规定及时履行信息披露义务，敬请广大投资者注意投资风险。 [131,495,235,509]
body-paragraph: 公司于报告期内按照相关法律法规及公司章程的规定，召开董事会会议审议通过了相关议案，独立董事对相关事项发表了同意的独立意见。监事会认为，本次事项符合公司实际情况，不存在损害公司及全体股东特别是中小股东利益的情形，审议程序合法合规。公司将根据相关规定及时履行信息披露义务，敬请广大投资者注意投资风险。 [365,330,469,344]
body-paragraph: 公司于报告期内按照相关法律法规及公司章程的规定，召开董事会会议审议通过了相关议案，独立董事对相关事项发表了同意的独立意见。监事会认为，本次事项符合公司实际情况，不存在损害公司及全体股东特别是中小股东利益的情形，审议程序合法合规。公司将根据相关规定及时履行信息披露义务，敬请广大投资者注意投资风险。 [248,219,352,232]
